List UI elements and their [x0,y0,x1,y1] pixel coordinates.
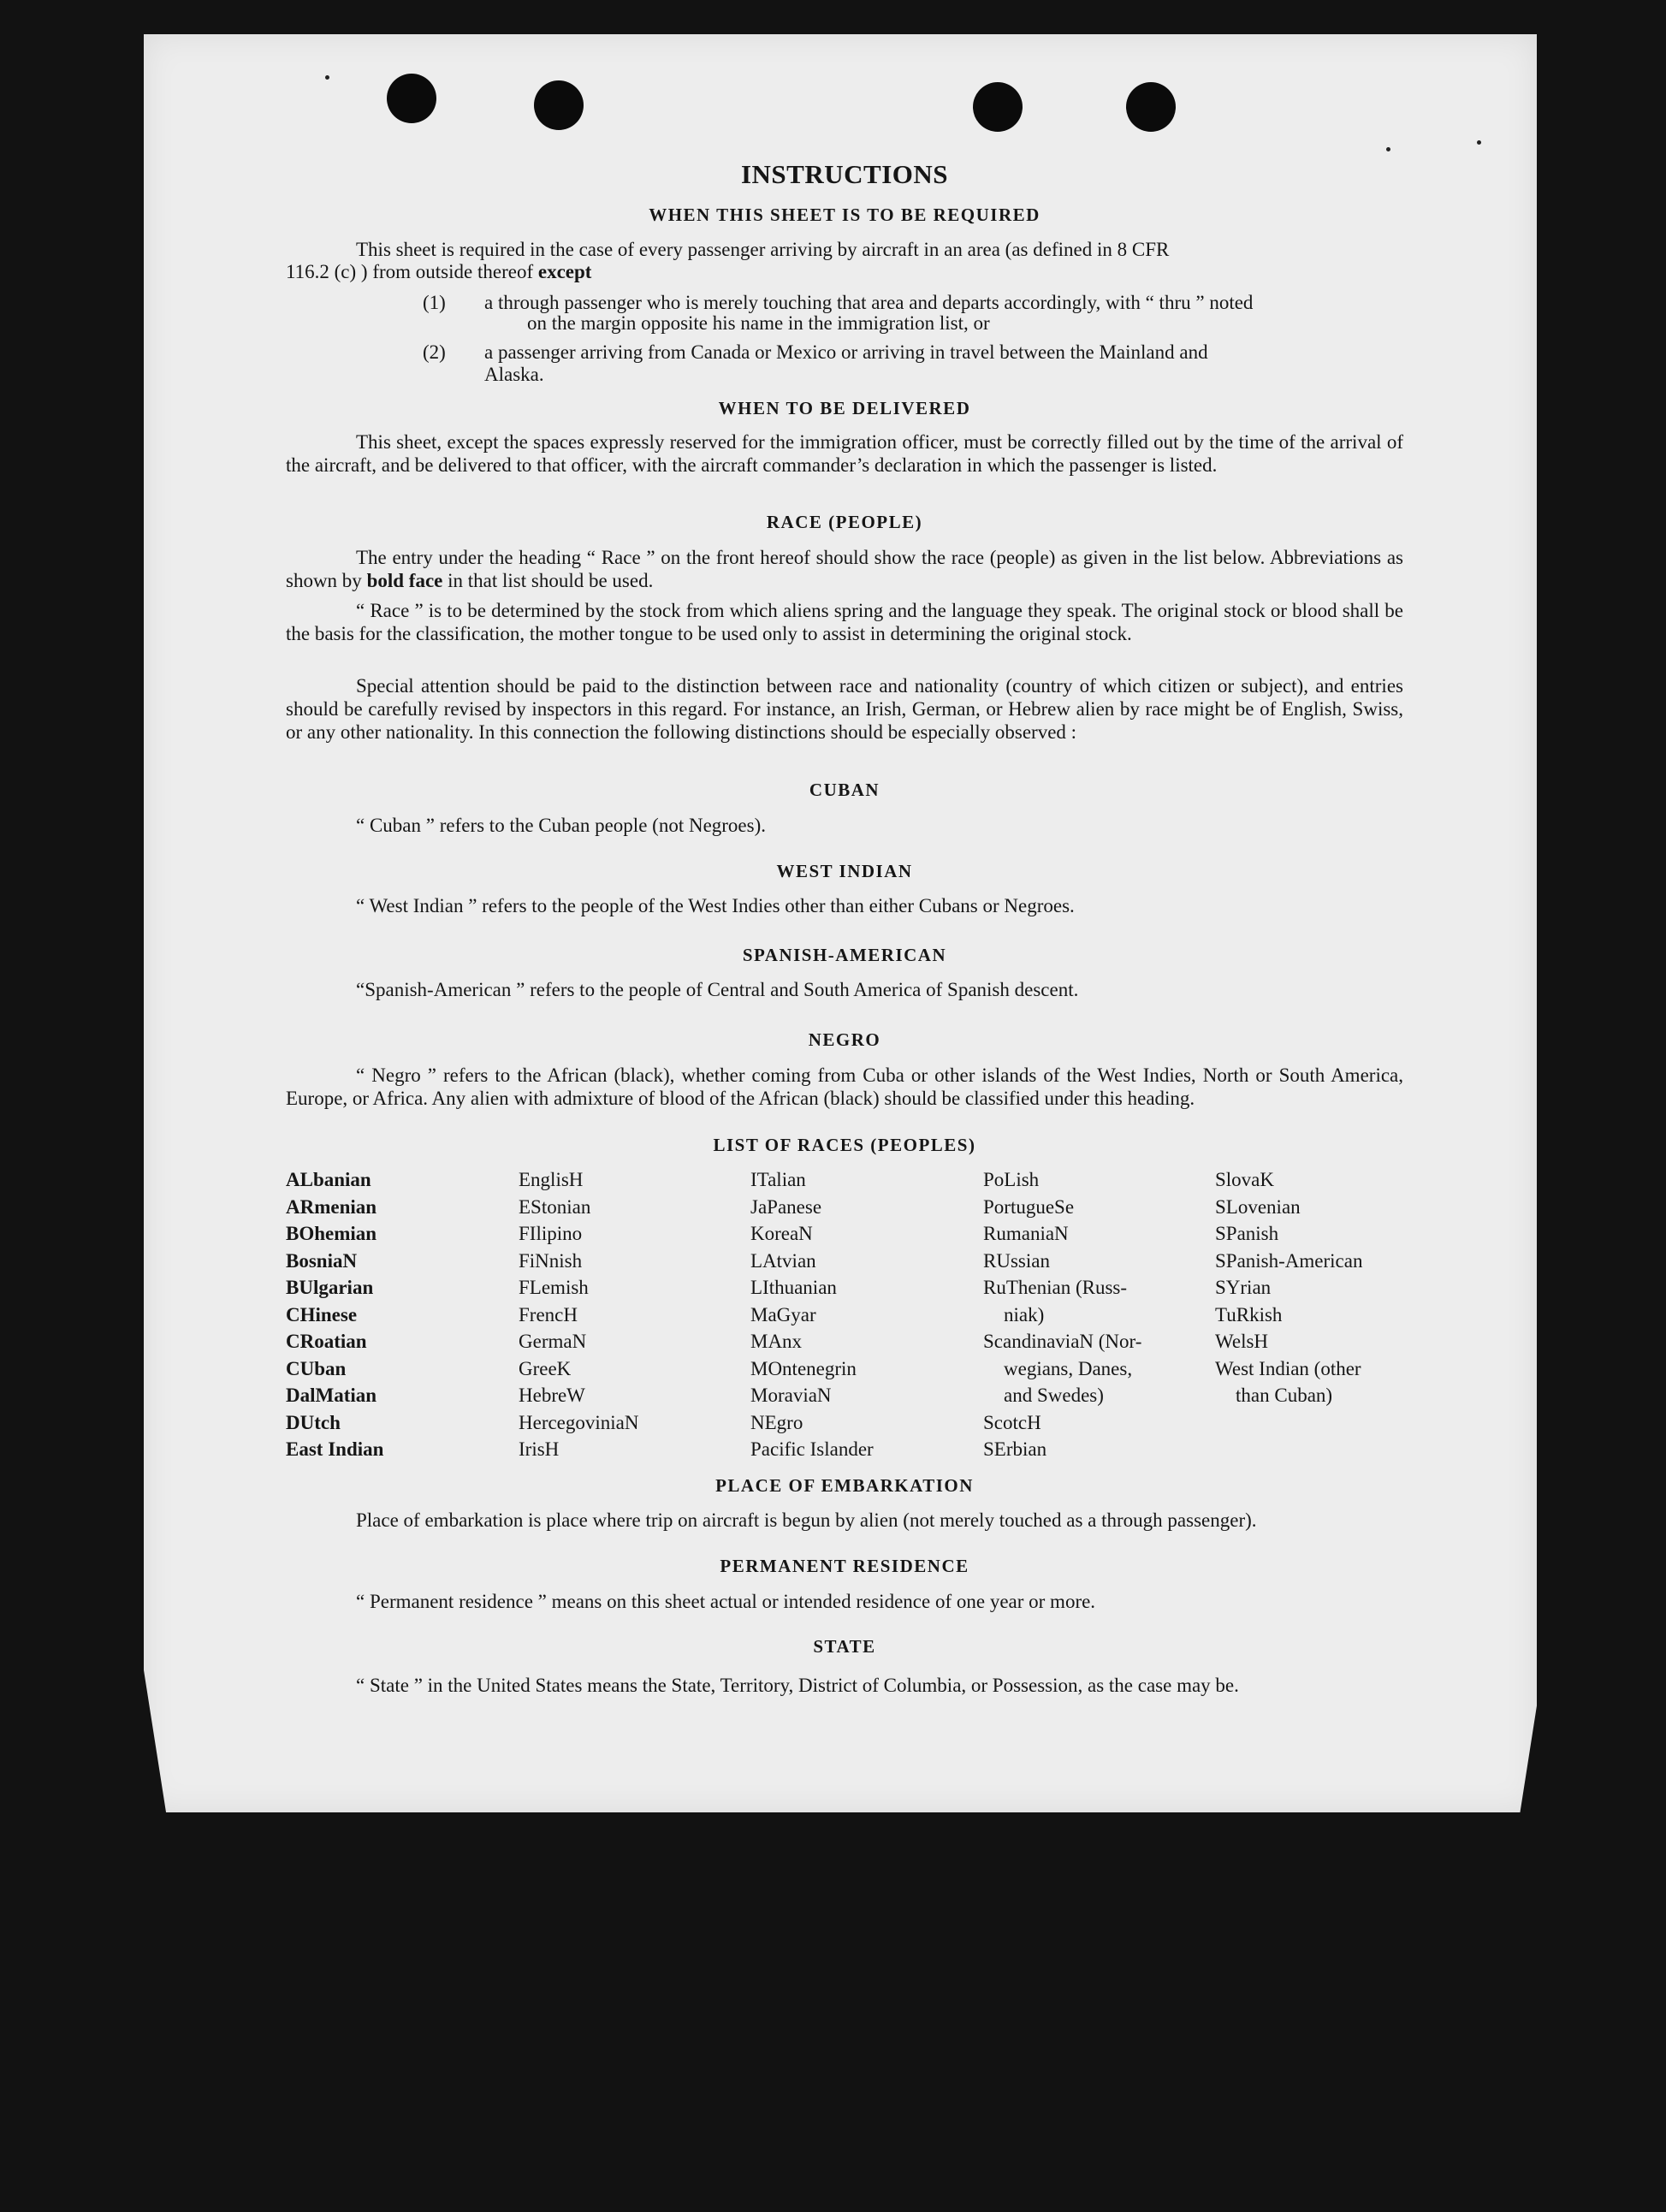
race-entry: MoraviaN [750,1385,832,1406]
section-heading-when-delivered: WHEN TO BE DELIVERED [718,398,971,418]
race-entry: PortugueSe [983,1195,1075,1218]
punch-hole [1126,82,1176,132]
bold-face-keyword: bold face [366,570,443,591]
race-entry: TuRkish [1215,1303,1283,1325]
race-paragraph-1 [286,546,1403,592]
punch-hole [973,82,1023,132]
spanish-american-text: “Spanish-American ” refers to the people of Central and South America of Spanish descent. [356,979,1079,1000]
section-heading-list-of-races: LIST OF RACES (PEOPLES) [713,1135,976,1155]
races-column [519,1166,741,1463]
race-entry: DalMatian [286,1385,377,1406]
race-entry: FLemish [519,1277,589,1298]
section-heading-spanish-american: SPANISH-AMERICAN [742,945,947,965]
west-indian-text: “ West Indian ” refers to the people of the West Indies other than either Cubans or Negroes. [356,895,1075,916]
race-entry: BosniaN [286,1249,358,1272]
race-entry: WelsH [1215,1331,1269,1352]
race-entry: ARmenian [286,1195,377,1218]
race-entry: SPanish-American [1215,1249,1363,1272]
race-p1-text: The entry under the heading “ Race ” on the front hereof should show the race (people) as given in the list below. Abbreviations as shown by [286,547,1403,591]
race-entry: ALbanian [286,1169,371,1190]
race-entry: MAnx [750,1331,803,1352]
race-entry: RUssian [983,1249,1050,1272]
race-entry: CUban [286,1357,347,1379]
races-column [286,1166,508,1463]
list-item-text-cont: on the margin opposite his name in the immigration list, or [527,312,990,334]
race-entry-cont: than Cuban) [1236,1385,1333,1406]
race-entry: HercegoviniaN [519,1411,639,1433]
dust-speck [1386,147,1390,151]
race-entry: ITalian [750,1169,806,1190]
race-entry: MOntenegrin [750,1357,857,1379]
punch-hole [534,80,584,130]
race-paragraph-2: “ Race ” is to be determined by the stock from which aliens spring and the language they speak. The original stock or blood shall be the basis for the classification, the mother tongue to be used only to assist in determining the original stock. [286,600,1403,644]
race-entry: SPanish [1215,1223,1279,1244]
list-item-number: (2) [423,341,446,363]
race-entry: RuThenian (Russ- [983,1277,1128,1298]
race-entry: FiNnish [519,1249,583,1272]
permanent-residence-text: “ Permanent residence ” means on this sheet actual or intended residence of one year or more. [356,1591,1096,1612]
race-entry: FIlipino [519,1223,583,1244]
race-p1-text-end: in that list should be used. [442,570,654,591]
section-heading-cuban: CUBAN [809,780,880,800]
race-entry: BUlgarian [286,1277,374,1298]
race-entry: NEgro [750,1411,803,1433]
race-entry: RumaniaN [983,1223,1069,1244]
section-heading-west-indian: WEST INDIAN [776,861,913,881]
race-entry: Pacific Islander [750,1438,874,1460]
race-entry: EnglisH [519,1169,584,1190]
state-text: “ State ” in the United States means the State, Territory, District of Columbia, or Possession, as the case may be. [356,1675,1239,1696]
race-entry: SYrian [1215,1277,1272,1298]
race-entry: ScandinaviaN (Nor- [983,1331,1142,1352]
embarkation-text: Place of embarkation is place where trip on aircraft is begun by alien (not merely touched as a through passenger). [356,1509,1257,1531]
section-heading-embarkation: PLACE OF EMBARKATION [715,1475,974,1496]
list-item-text: a through passenger who is merely touching that area and departs accordingly, with “ thru ” noted [484,292,1254,313]
cuban-text: “ Cuban ” refers to the Cuban people (not Negroes). [356,815,767,836]
section-heading-permanent-residence: PERMANENT RESIDENCE [720,1556,969,1576]
section-heading-negro: NEGRO [808,1029,881,1050]
when-required-intro-line2 [286,260,1403,283]
dust-speck [325,75,329,80]
race-entry: LAtvian [750,1249,816,1272]
race-entry: GreeK [519,1357,572,1379]
list-item-text-cont: Alaska. [484,364,544,385]
race-entry: SlovaK [1215,1169,1274,1190]
race-entry: DUtch [286,1411,341,1433]
when-delivered-text: This sheet, except the spaces expressly reserved for the immigration officer, must be correctly filled out by the time of the arrival of the aircraft, and be delivered to that officer, with the aircraft commander’s declaration in which the passenger is listed. [286,431,1403,476]
race-entry: BOhemian [286,1223,377,1244]
when-required-intro-line1: This sheet is required in the case of every passenger arriving by aircraft in an area (as defined in 8 CFR [356,239,1170,260]
section-heading-when-required: WHEN THIS SHEET IS TO BE REQUIRED [649,205,1041,225]
race-entry: SLovenian [1215,1195,1301,1218]
race-entry: ScotcH [983,1411,1041,1433]
race-entry: FrencH [519,1303,578,1325]
page-title: INSTRUCTIONS [740,159,948,189]
race-entry: IrisH [519,1438,560,1460]
race-entry: East Indian [286,1438,384,1460]
race-entry-cont: and Swedes) [1004,1385,1104,1406]
races-column [750,1166,973,1463]
race-entry: PoLish [983,1169,1040,1190]
race-entry-cont: niak) [1004,1303,1045,1325]
race-entry: West Indian (other [1215,1357,1361,1379]
list-item-number: (1) [423,292,446,313]
dust-speck [1477,140,1481,145]
race-entry-cont: wegians, Danes, [1004,1357,1133,1379]
punch-hole [387,74,436,123]
race-entry: CRoatian [286,1331,367,1352]
race-entry: GermaN [519,1331,587,1352]
races-column [1215,1166,1438,1409]
race-entry: EStonian [519,1195,591,1218]
except-keyword: except [537,261,592,282]
race-entry: SErbian [983,1438,1047,1460]
race-entry: CHinese [286,1303,358,1325]
when-required-intro-text: 116.2 (c) ) from outside thereof [286,261,538,282]
race-entry: JaPanese [750,1195,822,1218]
race-entry: KoreaN [750,1223,813,1244]
race-paragraph-3: Special attention should be paid to the distinction between race and nationality (country of which citizen or subject), and entries should be carefully revised by inspectors in this regard. For instance, an Irish, German, or Hebrew alien by race might be of English, Swiss, or any other nationality. In this connection the following distinctions should be especially observed : [286,675,1403,743]
section-heading-race: RACE (PEOPLE) [766,512,923,532]
race-entry: HebreW [519,1385,585,1406]
section-heading-state: STATE [813,1636,876,1657]
negro-text: “ Negro ” refers to the African (black), whether coming from Cuba or other islands of the West Indies, North or South America, Europe, or Africa. Any alien with admixture of blood of the African (black) should be classified under this heading. [286,1064,1403,1109]
race-entry: MaGyar [750,1303,816,1325]
races-column [983,1166,1206,1463]
race-entry: LIthuanian [750,1277,837,1298]
list-item-text: a passenger arriving from Canada or Mexico or arriving in travel between the Mainland and [484,341,1208,363]
